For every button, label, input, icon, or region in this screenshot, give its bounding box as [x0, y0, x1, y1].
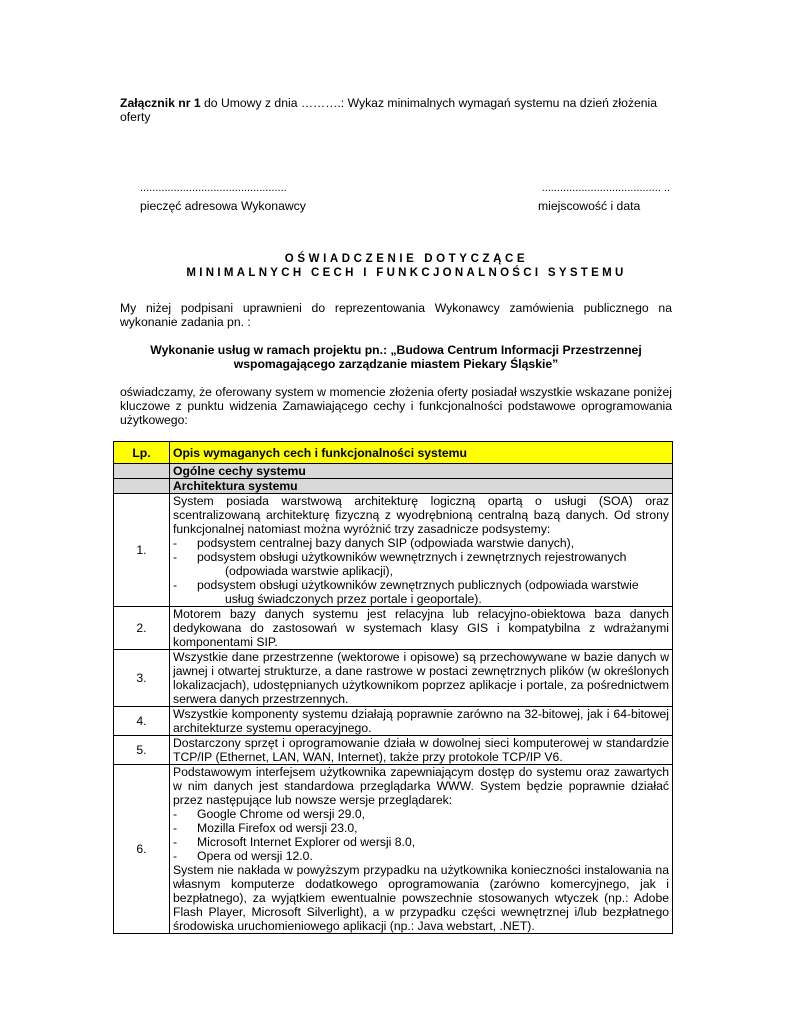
- place-date-label: miejscowość i data: [538, 199, 641, 213]
- list-item: - Opera od wersji 12.0.: [173, 849, 313, 863]
- section-architecture-label: Architektura systemu: [170, 479, 673, 494]
- row-number: 5.: [114, 736, 170, 765]
- row-number: 4.: [114, 707, 170, 736]
- declaration-title-line1: OŚWIADCZENIE DOTYCZĄCE: [284, 253, 529, 265]
- row-description: [170, 765, 673, 934]
- section-empty-cell: [114, 479, 170, 494]
- list-item: - Google Chrome od wersji 29.0,: [173, 807, 366, 821]
- header-lp: Lp.: [114, 442, 170, 464]
- table-row: [114, 765, 673, 934]
- contractor-stamp-dots: ................................................: [140, 182, 287, 194]
- attachment-number: Załącznik nr 1: [120, 96, 201, 110]
- table-row: [114, 707, 673, 736]
- place-date-field: [510, 181, 670, 213]
- row-number: 6.: [114, 765, 170, 934]
- section-empty-cell: [114, 464, 170, 479]
- row-description: Wszystkie dane przestrzenne (wektorowe i opisowe) są przechowywane w bazie danych w jawnej i otwartej strukturze, a dane rastrowe w postaci zewnętrznych plików (w określonych lokalizacjach), udostępnianych użytkownikom poprzez aplikacje i portale, za pośrednictwem serwera danych przestrzennych.: [170, 650, 673, 707]
- row-text: System posiada warstwową architekturę logiczną opartą o usługi (SOA) oraz scentralizowaną architekturę fizyczną z wyodrębnioną centralną bazą danych. Od strony funkcjonalnej natomiast można wyróżnić trzy zasadnicze podsystemy:: [173, 494, 669, 536]
- section-row-architecture: [114, 479, 673, 494]
- row-description: Dostarczony sprzęt i oprogramowanie działa w dowolnej sieci komputerowej w standardzie TCP/IP (Ethernet, LAN, WAN, Internet), także przy protokole TCP/IP V6.: [170, 736, 673, 765]
- declaration-paragraph: oświadczamy, że oferowany system w momencie złożenia oferty posiadał wszystkie wskazane poniżej kluczowe z punktu widzenia Zamawiającego cechy i funkcjonalności podstawowe oprogramowania użytkowego:: [120, 385, 672, 427]
- section-row-general: [114, 464, 673, 479]
- row-description: Wszystkie komponenty systemu działają poprawnie zarówno na 32-bitowej, jak i 64-bitowej architekturze systemu operacyjnego.: [170, 707, 673, 736]
- declaration-title-line2: MINIMALNYCH CECH I FUNKCJONALNOŚCI SYSTEMU: [186, 267, 627, 279]
- list-item: - podsystem obsługi użytkowników zewnętrznych publicznych (odpowiada warstwie usług świadczonych przez portale i geoportale).: [173, 578, 639, 606]
- row-text-after: System nie nakłada w powyższym przypadku na użytkownika konieczności instalowania na własnym komputerze dodatkowego oprogramowania (zarówno komercyjnego, jak i bezpłatnego), za wyjątkiem ewentualnie powszechnie stosowanych wtyczek (np.: Adobe Flash Player, Microsoft Silverlight), a w przypadku części wewnętrznej i/lub bezpłatnego środowiska uruchomieniowego aplikacji (np.: Java webstart, .NET).: [173, 863, 669, 933]
- section-general-label: Ogólne cechy systemu: [170, 464, 673, 479]
- list-item: - Mozilla Firefox od wersji 23.0,: [173, 821, 358, 835]
- table-row: [114, 736, 673, 765]
- list-item: - podsystem obsługi użytkowników wewnętrznych i zewnętrznych rejestrowanych (odpowiada warstwie aplikacji),: [173, 550, 627, 578]
- attachment-heading: [120, 96, 675, 124]
- table-row: [114, 607, 673, 650]
- row-text: Podstawowym interfejsem użytkownika zapewniającym dostęp do systemu oraz zawartych w nim danych jest standardowa przeglądarka WWW. System będzie poprawnie działać przez następujące lub nowsze wersje przeglądarek:: [173, 765, 669, 807]
- project-name: Wykonanie usług w ramach projektu pn.: „Budowa Centrum Informacji Przestrzennej wspomagającego zarządzanie miastem Piekary Śląskie”: [150, 343, 642, 371]
- place-date-dots: ....................................... ..: [541, 182, 670, 194]
- attachment-heading-text: do Umowy z dnia ……….: Wykaz minimalnych wymagań systemu na dzień złożenia oferty: [120, 96, 658, 124]
- row-description: Motorem bazy danych systemu jest relacyjna lub relacyjno-obiektowa baza danych dedykowana do zastosowań w systemach klasy GIS i kompatybilna z wdrażanymi komponentami SIP.: [170, 607, 673, 650]
- table-row: [114, 650, 673, 707]
- table-row: [114, 494, 673, 607]
- requirements-table: [113, 441, 673, 934]
- row-description: [170, 494, 673, 607]
- list-item: - podsystem centralnej bazy danych SIP (odpowiada warstwie danych),: [173, 536, 575, 550]
- row-number: 3.: [114, 650, 170, 707]
- list-item: - Microsoft Internet Explorer od wersji 8.0,: [173, 835, 416, 849]
- row-number: 1.: [114, 494, 170, 607]
- header-description: Opis wymaganych cech i funkcjonalności systemu: [170, 442, 673, 464]
- contractor-stamp-field: [140, 181, 370, 213]
- intro-paragraph: My niżej podpisani uprawnieni do reprezentowania Wykonawcy zamówienia publicznego na wykonanie zadania pn. :: [120, 301, 672, 329]
- row-number: 2.: [114, 607, 170, 650]
- table-header-row: [114, 442, 673, 464]
- contractor-stamp-label: pieczęć adresowa Wykonawcy: [140, 199, 306, 213]
